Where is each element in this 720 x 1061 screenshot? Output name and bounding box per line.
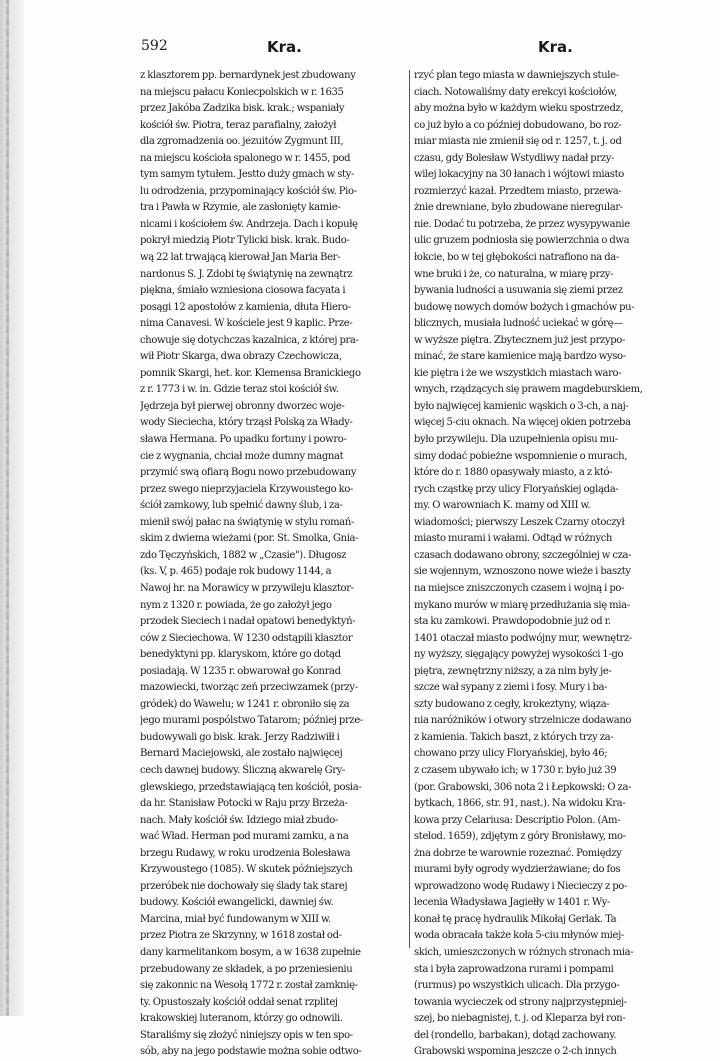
text-line: żna dobrze te warownie rozeznać. Pomiędzy [414, 847, 622, 859]
text-line: mykano murów w miarę przedłużania się mia- [414, 599, 630, 611]
text-line: z klasztorem pp. bernardynek jest zbudowany [140, 70, 356, 81]
right-text-column [414, 68, 684, 1061]
text-line: lecenia Władysława Jagiełły w 1401 r. Wy- [414, 897, 610, 909]
header-keyword-right: Kra. [538, 38, 573, 56]
text-line: aby można było w każdym wieku spostrzedz, [414, 103, 624, 115]
text-line: nach. Mały kościół św. Idziego miał zbudo- [140, 814, 338, 826]
text-line: bywania ludności a usuwania się ziemi przez [414, 285, 623, 297]
text-line: posągi 12 apostołów z kamienia, dłuta Hiero- [140, 301, 351, 313]
text-line: benedyktyni pp. klaryskom, które go dotąd [140, 649, 341, 661]
text-line: nardonus S. J. Zdobi tę świątynię na zewnątrz [140, 268, 353, 280]
text-line: Bernard Maciejowski, ale zostało najwięcej [140, 748, 343, 760]
text-line: rzyć plan tego miasta w dawniejszych stule- [414, 70, 619, 81]
text-line: łokcie, bo w tej głębokości natrafiono na da- [414, 252, 619, 264]
text-line: sława Hermana. Po upadku fortuny i powro- [140, 434, 347, 446]
text-line: cie z wygnania, chciał może dumny magnat [140, 450, 344, 462]
text-line: się zakonnic na Wesołą 1772 r. został zamknię- [140, 980, 358, 992]
text-line: Grabowski wspomina jeszcze o 2-ch innych [414, 1046, 617, 1058]
text-line: chowano przy ulicy Floryańskiej, było 46; [414, 748, 608, 760]
text-line: minać, że stare kamienice mają bardzo wyso- [414, 351, 626, 363]
text-line: lu odrodzenia, przypominający kościół św. Pio- [140, 185, 357, 197]
text-line: murami były ogrody wydzierżawiane; do fos [414, 864, 621, 876]
text-line: co już było a co później dobudowano, bo roz- [414, 119, 622, 131]
text-line: które do r. 1880 opasywały miasto, a z któ- [414, 467, 613, 479]
text-line: mazowiecki, tworząc zeń przeciwzamek (przy- [140, 682, 358, 694]
text-line: żnie drewniane, było zbudowane nieregular- [414, 202, 623, 214]
text-line: del (rondello, barbakan), dotąd zachowany. [414, 1029, 617, 1041]
text-line: skim z dwiema wieżami (por. St. Smolka, Gnia- [140, 533, 359, 545]
text-line: nicami i kościołem św. Andrzeja. Dach i kopułę [140, 218, 358, 230]
text-line: było najwięcej kamienic wąskich o 3-ch, a naj- [414, 400, 629, 412]
text-line: chowuje się dotychczas kazalnica, z której pra- [140, 334, 359, 346]
text-line: przodek Sieciech i nadał opatowi benedyktyń- [140, 616, 356, 628]
text-line: ty. Opustoszały kościół oddał senat rzplitej [140, 996, 338, 1008]
text-line: bytkach, 1866, str. 91, nast.). Na widoku Kra- [414, 798, 626, 810]
text-line: sób, aby na jego podstawie można sobie odtwo- [140, 1046, 362, 1058]
text-line: pokrył miedzią Piotr Tylicki bisk. krak. Budo- [140, 235, 350, 247]
text-line: z czasem ubywało ich; w 1730 r. było już 39 [414, 764, 617, 776]
text-line: przez Jakóba Zadzika bisk. krak.; wspaniały [140, 103, 345, 115]
text-line: nym z 1320 r. powiada, że go założył jego [140, 599, 332, 611]
text-line: kowa przy Celariusa: Descriptio Polon. (Am- [414, 814, 621, 826]
text-line: wnych, rządzących się prawem magdeburskiem, [414, 384, 643, 396]
text-line: dany karmelitankom bosym, a w 1638 zupełnie [140, 946, 361, 958]
text-line: szty budowano z cegły, krokeztyny, wiąza- [414, 698, 610, 710]
text-line: więcej 5-ciu oknach. Na więcej okien potrzeba [414, 417, 631, 429]
text-line: sta i była zaprowadzona rurami i pompami [414, 963, 614, 975]
text-line: stelod. 1659), zdjętym z góry Bronisławy, mo- [414, 831, 626, 843]
text-line: pomnik Skargi, het. kor. Klemensa Branickiego [140, 367, 361, 379]
text-line: zdo Tęczyńskich, 1882 w „Czasie"). Długosz [140, 549, 347, 561]
text-line: glewskiego, przedstawiającą ten kościół, posia- [140, 781, 362, 793]
text-line: wody Sieciecha, który trząsł Polską za Włady- [140, 417, 353, 429]
text-line: szcze wał sypany z ziemi i fosy. Mury i ba- [414, 682, 608, 694]
running-header [141, 38, 693, 60]
text-line: ciach. Notowaliśmy daty erekcyi kościołów, [414, 86, 617, 98]
text-line: piękna, śmiało wzniesiona ciosowa facyata i [140, 285, 346, 297]
text-line: posiadają. W 1235 r. obwarował go Konrad [140, 665, 341, 677]
text-line: wił Piotr Skarga, dwa obrazy Czechowicza, [140, 351, 342, 363]
column-divider [409, 70, 410, 948]
text-line: w wyższe piętra. Zbytecznem już jest przypo- [414, 334, 626, 346]
text-line: sie wojennym, wznoszono nowe wieże i baszty [414, 566, 631, 578]
text-line: simy dodać pobieżne wspomnienie o murach, [414, 450, 628, 462]
text-line: budowywali go bisk. krak. Jerzy Radziwiłł i [140, 731, 340, 743]
text-line: Marcina, miał być fundowanym w XIII w. [140, 913, 331, 925]
text-line: wilej lokacyjny na 30 łanach i wójtowi miasto [414, 169, 624, 181]
text-line: tra i Pawła w Rzymie, ale zasłonięty kamie- [140, 202, 341, 214]
text-line: wprowadzono wodę Rudawy i Niecieczy z po- [414, 880, 627, 892]
text-line: budowy. Kościół ewangelicki, dawniej św. [140, 897, 334, 909]
text-line: cech dawnej budowy. Śliczną akwarelę Gry- [140, 764, 345, 776]
text-line: rozmierzyć kazał. Przedtem miasto, przewa- [414, 185, 622, 197]
text-line: (rurmus) po wszystkich ulicach. Dla przygo- [414, 980, 620, 992]
text-line: miar miasta nie zmienił się od r. 1257, t. j. od [414, 136, 622, 148]
text-line: Nawoj hr. na Morawicy w przywileju klasztor- [140, 582, 354, 594]
text-line: gródek) do Wawelu; w 1241 r. obroniło się za [140, 698, 350, 710]
text-line: 1401 otaczał miasto podwójny mur, wewnętrz- [414, 632, 632, 644]
text-line: przeróbek nie dochowały się ślady tak starej [140, 880, 348, 892]
header-keyword-left: Kra. [267, 38, 302, 56]
text-line: nia naróżników i otwory strzelnicze dodawano [414, 715, 632, 727]
text-line: brzegu Rudawy, w roku urodzenia Bolesława [140, 847, 351, 859]
text-line: (ks. V, p. 465) podaje rok budowy 1144, a [140, 566, 332, 578]
text-line: towania wycieczek od strony najprzystępniej- [414, 996, 627, 1008]
text-line: my. O warowniach K. mamy od XIII w. [414, 500, 591, 512]
text-line: wiadomości; pierwszy Leszek Czarny otoczył [414, 516, 625, 528]
text-line: sta ku zamkowi. Prawdopodobnie już od r. [414, 616, 611, 628]
page-number: 592 [141, 38, 168, 54]
text-line: Jędrzeja był pierwej obronny dworzec woje- [140, 400, 345, 412]
page-binding-edge [0, 0, 24, 1016]
text-line: na miejscu kościoła spalonego w r. 1455, pod [140, 152, 351, 164]
text-line: czasach dodawano obrony, szczególniej w cza- [414, 549, 632, 561]
text-line: ulic gruzem podniosła się powierzchnia o dwa [414, 235, 630, 247]
text-line: z kamienia. Takich baszt, z których trzy za- [414, 731, 614, 743]
text-line: piętra, zewnętrzny niższy, a za nim były je- [414, 665, 612, 677]
text-line: przez Piotra ze Skrzynny, w 1618 został od- [140, 930, 342, 942]
text-line: kościół św. Piotra, teraz parafialny, założył [140, 119, 337, 131]
text-line: kie piętra i że we wszystkich miastach waro- [414, 367, 622, 379]
text-line: tym samym tytułem. Jestto duży gmach w sty- [140, 169, 355, 181]
text-line: przez swego nieprzyjaciela Krzywoustego ko- [140, 483, 354, 495]
text-line: ny wyższy, sięgający powyżej wysokości 1-go [414, 649, 624, 661]
text-line: mienił swój pałac na świątynię w stylu romań- [140, 516, 355, 528]
text-line: woda obracała także koła 5-ciu młynów miej- [414, 930, 624, 942]
text-line: Staraliśmy się złożyć niniejszy opis w ten spo- [140, 1029, 353, 1041]
text-line: na miejscu pałacu Koniecpolskich w r. 1635 [140, 86, 344, 98]
text-line: przymić swą ofiarą Bogu nowo przebudowany [140, 467, 357, 479]
text-line: szej, bo niebagnistej, t. j. od Kleparza był ron- [414, 1013, 626, 1025]
text-line: budowę nowych domów bożych i gmachów pu- [414, 301, 635, 313]
text-line: czasu, gdy Bolesław Wstydliwy nadał przy- [414, 152, 615, 164]
text-line: ców z Sieciechowa. W 1230 odstąpili klasztor [140, 632, 353, 644]
text-line: da hr. Stanisław Potocki w Raju przy Brzeża- [140, 798, 348, 810]
text-line: było przywileju. Dla uzupełnienia opisu mu- [414, 434, 618, 446]
text-line: jego murami pospólstwo Tatarom; później prze- [140, 715, 363, 727]
text-line: skich, umieszczonych w różnych stronach mia- [414, 946, 634, 958]
text-line: ściół zamkowy, lub spełnić dawny ślub, i za- [140, 500, 343, 512]
text-line: nie. Dodać tu potrzeba, że przez wysypywanie [414, 218, 630, 230]
text-line: na miejsce zniszczonych czasem i wojną i po- [414, 582, 625, 594]
left-text-column [140, 68, 405, 1061]
text-line: miasto murami i wałami. Odtąd w różnych [414, 533, 613, 545]
text-line: przebudowany ze składek, a po przeniesieniu [140, 963, 353, 975]
text-line: nima Canavesi. W kościele jest 9 kaplic. Prze- [140, 318, 353, 330]
text-line: rych cząstkę przy ulicy Floryańskiej ogląda- [414, 483, 619, 495]
text-line: konał tę pracę hydraulik Mikołaj Gerlak. Ta [414, 913, 617, 925]
text-line: dla zgromadzenia oo. jezuitów Zygmunt III, [140, 136, 344, 148]
text-line: wą 22 lat trwającą kierował Jan Maria Ber- [140, 252, 341, 264]
text-line: z r. 1773 i w. in. Gdzie teraz stoi kościół św. [140, 384, 339, 396]
text-line: wać Wład. Herman pod murami zamku, a na [140, 831, 349, 843]
text-line: wne bruki i że, co naturalna, w miarę przy- [414, 268, 614, 280]
text-line: blicznych, musiała ludność uciekać w górę— [414, 318, 623, 330]
text-line: krakowskiej luteranom, którzy go odnowili. [140, 1013, 343, 1025]
text-line: (por. Grabowski, 306 nota 2 i Łepkowski: O za- [414, 781, 632, 793]
text-line: Krzywoustego (1085). W skutek późniejszych [140, 864, 353, 876]
